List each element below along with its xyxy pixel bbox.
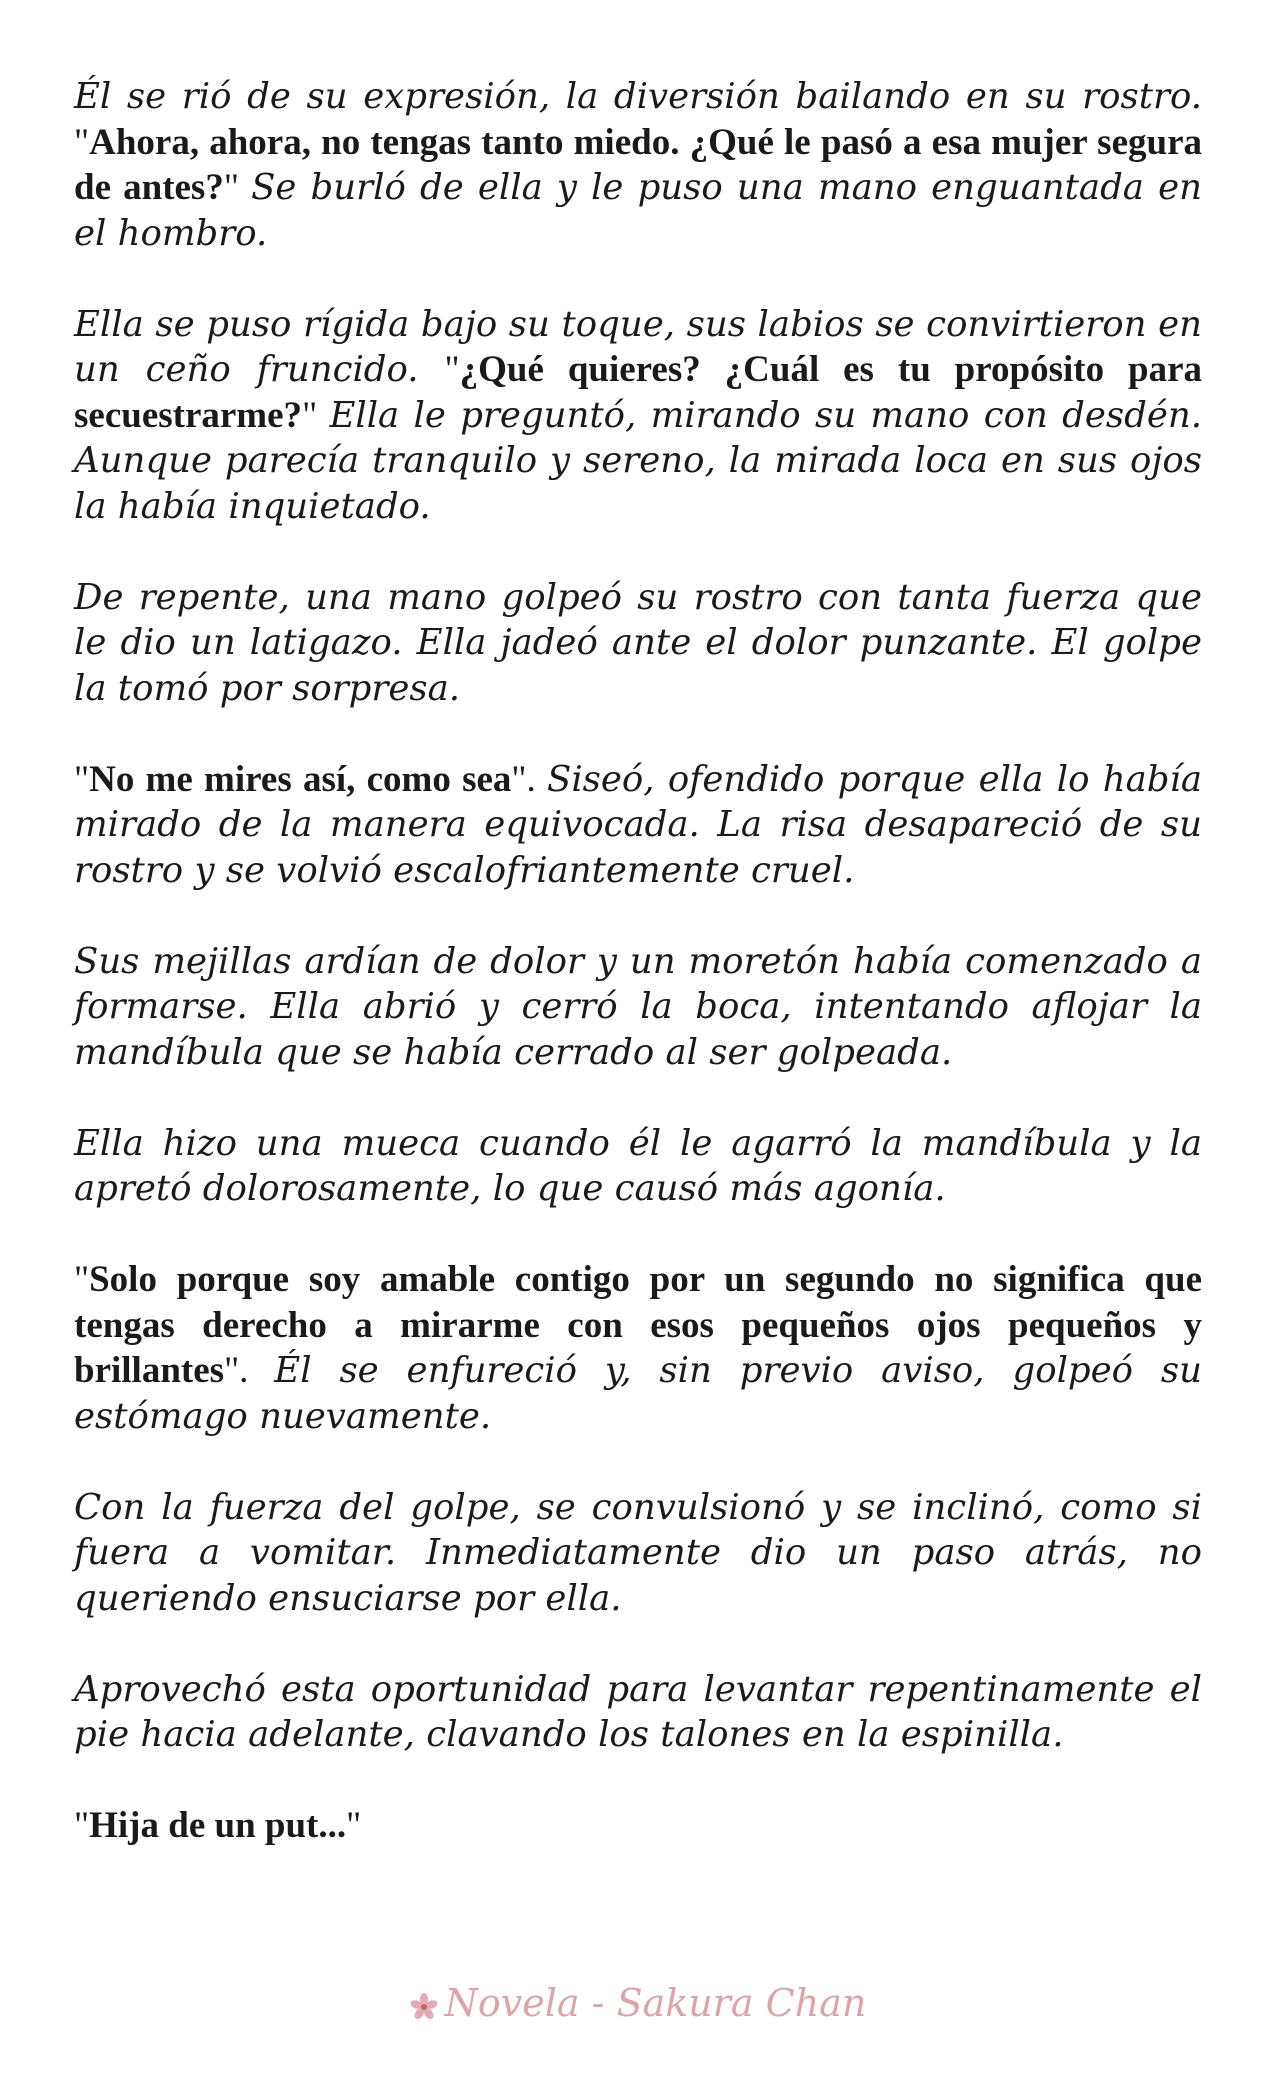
paragraph — [74, 757, 1202, 894]
watermark — [0, 1980, 1275, 2026]
quote-mark: " — [74, 758, 90, 800]
dialogue-text: Hija de un put... — [89, 1805, 347, 1846]
quote-mark: " — [74, 121, 90, 163]
quote-mark: " — [74, 1805, 90, 1846]
paragraph — [74, 1485, 1202, 1622]
narration-text: Siseó, ofendido porque ella lo había mirado de la manera equivocada. La risa desapareció de su rostro y se volvió escalofriantemente cruel. — [74, 758, 1202, 891]
paragraph — [74, 302, 1202, 530]
narration-text: Sus mejillas ardían de dolor y un moretón había comenzado a formarse. Ella abrió y cerró la boca, intentando aflojar la mandíbula que se había cerrado al ser golpeada. — [74, 940, 1202, 1073]
dialogue-text: ¿Qué quieres? ¿Cuál es tu propósito para secuestrarme? — [74, 349, 1202, 436]
quote-mark: ". — [511, 758, 547, 800]
narration-text: Ella le preguntó, mirando su mano con desdén. Aunque parecía tranquilo y sereno, la mirada loca en sus ojos la había inquietado. — [74, 394, 1202, 527]
dialogue-text: No me mires así, como sea — [89, 758, 512, 800]
quote-mark: ". — [224, 1350, 275, 1391]
sakura-flower-icon — [409, 1992, 439, 2022]
paragraph — [74, 1257, 1202, 1439]
quote-mark: " — [302, 394, 330, 436]
paragraph — [74, 939, 1202, 1076]
narration-text: De repente, una mano golpeó su rostro con tanta fuerza que le dio un latigazo. Ella jadeó ante el dolor punzante. El golpe la tomó por sorpresa. — [74, 576, 1202, 709]
narration-text: Ella se puso rígida bajo su toque, sus labios se convirtieron en un ceño fruncido. — [74, 303, 1202, 390]
narration-text: Él se rió de su expresión, la diversión bailando en su rostro. — [74, 76, 1202, 117]
dialogue-text: Solo porque soy amable contigo por un segundo no significa que tengas derecho a mirarme con esos pequeños ojos pequeños y brillantes — [74, 1259, 1202, 1391]
narration-text: Se burló de ella y le puso una mano enguantada en el hombro. — [74, 167, 1202, 254]
quote-mark: " — [346, 1805, 362, 1846]
quote-mark: " — [223, 167, 252, 208]
narration-text: Él se enfureció y, sin previo aviso, golpeó su estómago nuevamente. — [74, 1350, 1202, 1437]
narration-text: Con la fuerza del golpe, se convulsionó y se inclinó, como si fuera a vomitar. Inmediatamente dio un paso atrás, no queriendo ensuciarse por ella. — [74, 1486, 1202, 1619]
paragraph — [74, 1803, 1202, 1849]
narration-text: Aprovechó esta oportunidad para levantar repentinamente el pie hacia adelante, clavando los talones en la espinilla. — [74, 1668, 1202, 1755]
paragraph — [74, 1121, 1202, 1212]
paragraph — [74, 575, 1202, 712]
narration-text: Ella hizo una mueca cuando él le agarró la mandíbula y la apretó dolorosamente, lo que causó más agonía. — [74, 1122, 1202, 1209]
paragraph — [74, 74, 1202, 256]
quote-mark: " — [444, 349, 460, 390]
watermark-text: Novela - Sakura Chan — [444, 1981, 867, 2025]
quote-mark: " — [74, 1259, 90, 1300]
document-body — [74, 74, 1202, 1849]
dialogue-text: Ahora, ahora, no tengas tanto miedo. ¿Qué le pasó a esa mujer segura de antes? — [74, 121, 1202, 208]
paragraph — [74, 1667, 1202, 1758]
